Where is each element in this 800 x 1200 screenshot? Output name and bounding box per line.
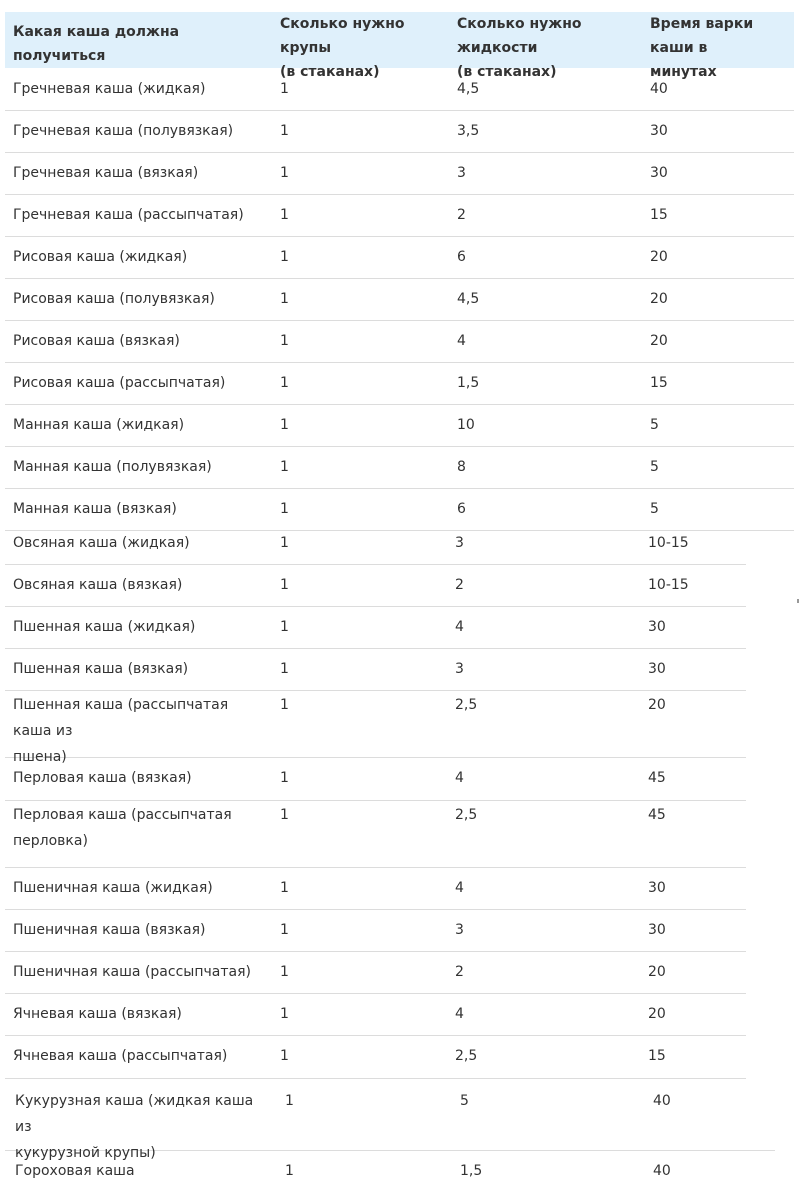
cell-porridge-type: Манная каша (жидкая) <box>13 417 185 433</box>
table-row <box>5 1035 746 1079</box>
cell-liquid-cups: 4 <box>457 333 466 349</box>
cell-grain-cups: 1 <box>280 459 289 475</box>
cell-porridge-type: Пшенная каша (жидкая) <box>13 619 196 635</box>
cell-cooking-time: 45 <box>648 807 666 823</box>
cell-grain-cups: 1 <box>280 249 289 265</box>
cell-cooking-time: 20 <box>650 333 668 349</box>
cell-grain-cups: 1 <box>280 417 289 433</box>
table-row <box>5 278 794 321</box>
cell-liquid-cups: 2,5 <box>455 807 478 823</box>
scroll-mark <box>797 599 799 603</box>
cell-cooking-time: 30 <box>650 165 668 181</box>
cell-liquid-cups: 1,5 <box>457 375 480 391</box>
cell-grain-cups: 1 <box>280 207 289 223</box>
cell-cooking-time: 30 <box>648 661 666 677</box>
cell-liquid-cups: 10 <box>457 417 475 433</box>
cell-porridge-type: Перловая каша (рассыпчатая перловка) <box>13 807 232 849</box>
cell-cooking-time: 20 <box>650 291 668 307</box>
cell-porridge-type: Гречневая каша (рассыпчатая) <box>13 207 244 223</box>
table-row <box>5 362 794 405</box>
cell-porridge-type: Гречневая каша (полувязкая) <box>13 123 234 139</box>
table-row <box>5 1150 775 1200</box>
cell-cooking-time: 45 <box>648 770 666 786</box>
cell-liquid-cups: 4 <box>455 880 464 896</box>
cell-cooking-time: 30 <box>648 922 666 938</box>
table-row <box>5 867 746 910</box>
cell-grain-cups: 1 <box>280 333 289 349</box>
cell-grain-cups: 1 <box>280 123 289 139</box>
cell-grain-cups: 1 <box>280 964 289 980</box>
cell-grain-cups: 1 <box>280 922 289 938</box>
cell-liquid-cups: 4 <box>455 1006 464 1022</box>
table-row <box>5 648 746 691</box>
cell-liquid-cups: 3 <box>457 165 466 181</box>
cell-liquid-cups: 2 <box>457 207 466 223</box>
cell-porridge-type: Манная каша (вязкая) <box>13 501 177 517</box>
table-row <box>5 993 746 1036</box>
table-row <box>5 320 794 363</box>
cell-cooking-time: 15 <box>648 1048 666 1064</box>
cell-porridge-type: Перловая каша (вязкая) <box>13 770 192 786</box>
table-row <box>5 606 746 649</box>
cell-grain-cups: 1 <box>285 1163 294 1179</box>
header-porridge-type: Какая каша должна получиться <box>13 24 180 64</box>
cell-cooking-time: 10-15 <box>648 535 689 551</box>
cell-liquid-cups: 5 <box>460 1093 469 1109</box>
cell-grain-cups: 1 <box>285 1093 294 1109</box>
table-row <box>5 152 794 195</box>
cell-grain-cups: 1 <box>280 807 289 823</box>
cell-liquid-cups: 4,5 <box>457 291 480 307</box>
cell-porridge-type: Пшенная каша (рассыпчатая каша из пшена) <box>13 697 229 765</box>
table-row <box>5 909 746 952</box>
cell-porridge-type: Манная каша (полувязкая) <box>13 459 212 475</box>
cell-grain-cups: 1 <box>280 535 289 551</box>
cell-porridge-type: Кукурузная каша (жидкая каша из кукурузной крупы) <box>15 1093 254 1161</box>
cell-liquid-cups: 2 <box>455 964 464 980</box>
cell-grain-cups: 1 <box>280 81 289 97</box>
cell-porridge-type: Пшеничная каша (рассыпчатая) <box>13 964 251 980</box>
cell-porridge-type: Овсяная каша (жидкая) <box>13 535 190 551</box>
cell-liquid-cups: 2 <box>455 577 464 593</box>
cell-cooking-time: 30 <box>648 880 666 896</box>
cell-grain-cups: 1 <box>280 619 289 635</box>
table-row <box>5 404 794 447</box>
cell-cooking-time: 20 <box>648 1006 666 1022</box>
cell-porridge-type: Гороховая каша <box>15 1163 135 1179</box>
cell-grain-cups: 1 <box>280 697 289 713</box>
cell-grain-cups: 1 <box>280 291 289 307</box>
cell-cooking-time: 40 <box>650 81 668 97</box>
table-row <box>5 488 794 531</box>
cell-porridge-type: Рисовая каша (вязкая) <box>13 333 180 349</box>
cell-liquid-cups: 2,5 <box>455 1048 478 1064</box>
cell-cooking-time: 20 <box>648 697 666 713</box>
cell-cooking-time: 40 <box>653 1093 671 1109</box>
table-header <box>5 12 794 80</box>
table-row <box>5 757 746 801</box>
cell-porridge-type: Гречневая каша (жидкая) <box>13 81 206 97</box>
cell-cooking-time: 15 <box>650 207 668 223</box>
cell-cooking-time: 30 <box>650 123 668 139</box>
table-row <box>5 236 794 279</box>
cell-cooking-time: 15 <box>650 375 668 391</box>
cell-porridge-type: Гречневая каша (вязкая) <box>13 165 199 181</box>
cell-liquid-cups: 3 <box>455 535 464 551</box>
cell-grain-cups: 1 <box>280 880 289 896</box>
cell-porridge-type: Овсяная каша (вязкая) <box>13 577 183 593</box>
cell-grain-cups: 1 <box>280 770 289 786</box>
cell-cooking-time: 5 <box>650 459 659 475</box>
table-row <box>5 690 746 765</box>
cell-grain-cups: 1 <box>280 661 289 677</box>
cell-liquid-cups: 1,5 <box>460 1163 483 1179</box>
table-row <box>5 1078 775 1161</box>
table-row <box>5 194 794 237</box>
table-row <box>5 530 746 565</box>
cell-porridge-type: Пшеничная каша (вязкая) <box>13 922 206 938</box>
cell-liquid-cups: 3 <box>455 661 464 677</box>
cell-porridge-type: Рисовая каша (рассыпчатая) <box>13 375 226 391</box>
cell-porridge-type: Ячневая каша (вязкая) <box>13 1006 182 1022</box>
cell-liquid-cups: 6 <box>457 501 466 517</box>
cell-porridge-type: Рисовая каша (полувязкая) <box>13 291 215 307</box>
top-strip <box>0 0 800 12</box>
cell-grain-cups: 1 <box>280 501 289 517</box>
table-row <box>5 68 794 111</box>
cell-liquid-cups: 4 <box>455 770 464 786</box>
cell-porridge-type: Ячневая каша (рассыпчатая) <box>13 1048 228 1064</box>
header-grain-cups: Сколько нужно крупы (в стаканах) <box>280 16 405 80</box>
cell-liquid-cups: 3 <box>455 922 464 938</box>
cell-grain-cups: 1 <box>280 165 289 181</box>
header-liquid-cups: Сколько нужно жидкости (в стаканах) <box>457 16 582 80</box>
cell-liquid-cups: 4 <box>455 619 464 635</box>
cell-cooking-time: 40 <box>653 1163 671 1179</box>
table-row <box>5 564 746 607</box>
cell-cooking-time: 5 <box>650 501 659 517</box>
cell-grain-cups: 1 <box>280 375 289 391</box>
table-row <box>5 110 794 153</box>
table-row <box>5 446 794 489</box>
table-row <box>5 800 746 868</box>
cell-cooking-time: 10-15 <box>648 577 689 593</box>
cell-cooking-time: 20 <box>650 249 668 265</box>
cell-cooking-time: 20 <box>648 964 666 980</box>
cell-porridge-type: Рисовая каша (жидкая) <box>13 249 188 265</box>
cell-grain-cups: 1 <box>280 1006 289 1022</box>
cell-cooking-time: 5 <box>650 417 659 433</box>
cell-liquid-cups: 8 <box>457 459 466 475</box>
cell-liquid-cups: 3,5 <box>457 123 480 139</box>
cell-cooking-time: 30 <box>648 619 666 635</box>
cell-grain-cups: 1 <box>280 1048 289 1064</box>
cell-liquid-cups: 2,5 <box>455 697 478 713</box>
cell-liquid-cups: 4,5 <box>457 81 480 97</box>
cell-porridge-type: Пшенная каша (вязкая) <box>13 661 189 677</box>
table-row <box>5 951 746 994</box>
cell-porridge-type: Пшеничная каша (жидкая) <box>13 880 213 896</box>
cell-liquid-cups: 6 <box>457 249 466 265</box>
header-cooking-time: Время варки каши в минутах <box>650 16 754 80</box>
cell-grain-cups: 1 <box>280 577 289 593</box>
